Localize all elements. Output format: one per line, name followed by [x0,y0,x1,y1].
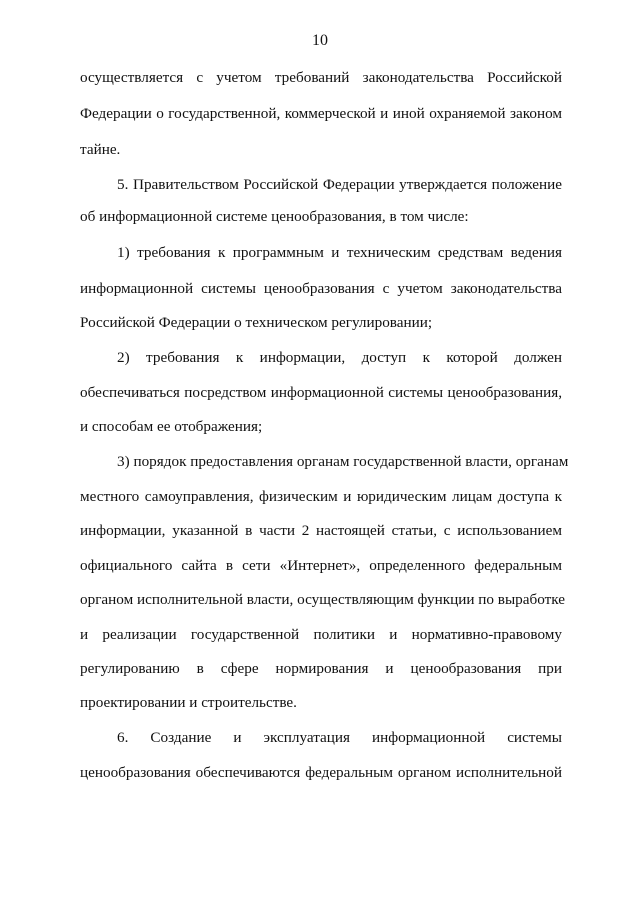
text-line: об информационной системе ценообразования, в том числе: [80,208,469,225]
text-line: органом исполнительной власти, осуществляющим функции по выработке [80,591,566,608]
text-line: осуществляется с учетом требований законодательства Российской [80,69,562,86]
text-line: Федерации о государственной, коммерческой и иной охраняемой законом [80,105,562,122]
text-line: тайне. [80,141,121,158]
text-line: проектировании и строительстве. [80,694,297,711]
text-line: и способам ее отображения; [80,418,263,435]
text-line: ценообразования обеспечиваются федеральным органом исполнительной [80,764,562,781]
text-line: 2) требования к информации, доступ к которой должен [117,349,562,366]
text-line: Российской Федерации о техническом регулировании; [80,314,433,331]
text-line: 3) порядок предоставления органам государственной власти, органам [117,453,569,470]
text-line: и реализации государственной политики и нормативно-правовому [80,626,562,643]
text-line: 5. Правительством Российской Федерации утверждается положение [117,176,562,193]
text-line: информации, указанной в части 2 настоящей статьи, с использованием [80,522,562,539]
text-line: обеспечиваться посредством информационной системы ценообразования, [80,384,562,401]
text-line: 1) требования к программным и техническим средствам ведения [117,244,562,261]
text-line: 6. Создание и эксплуатация информационной системы [117,729,562,746]
text-line: местного самоуправления, физическим и юридическим лицам доступа к [80,488,562,505]
text-line: регулированию в сфере нормирования и ценообразования при [80,660,562,677]
page-number: 10 [312,32,328,49]
text-line: официального сайта в сети «Интернет», определенного федеральным [80,557,562,574]
text-line: информационной системы ценообразования с учетом законодательства [80,280,562,297]
